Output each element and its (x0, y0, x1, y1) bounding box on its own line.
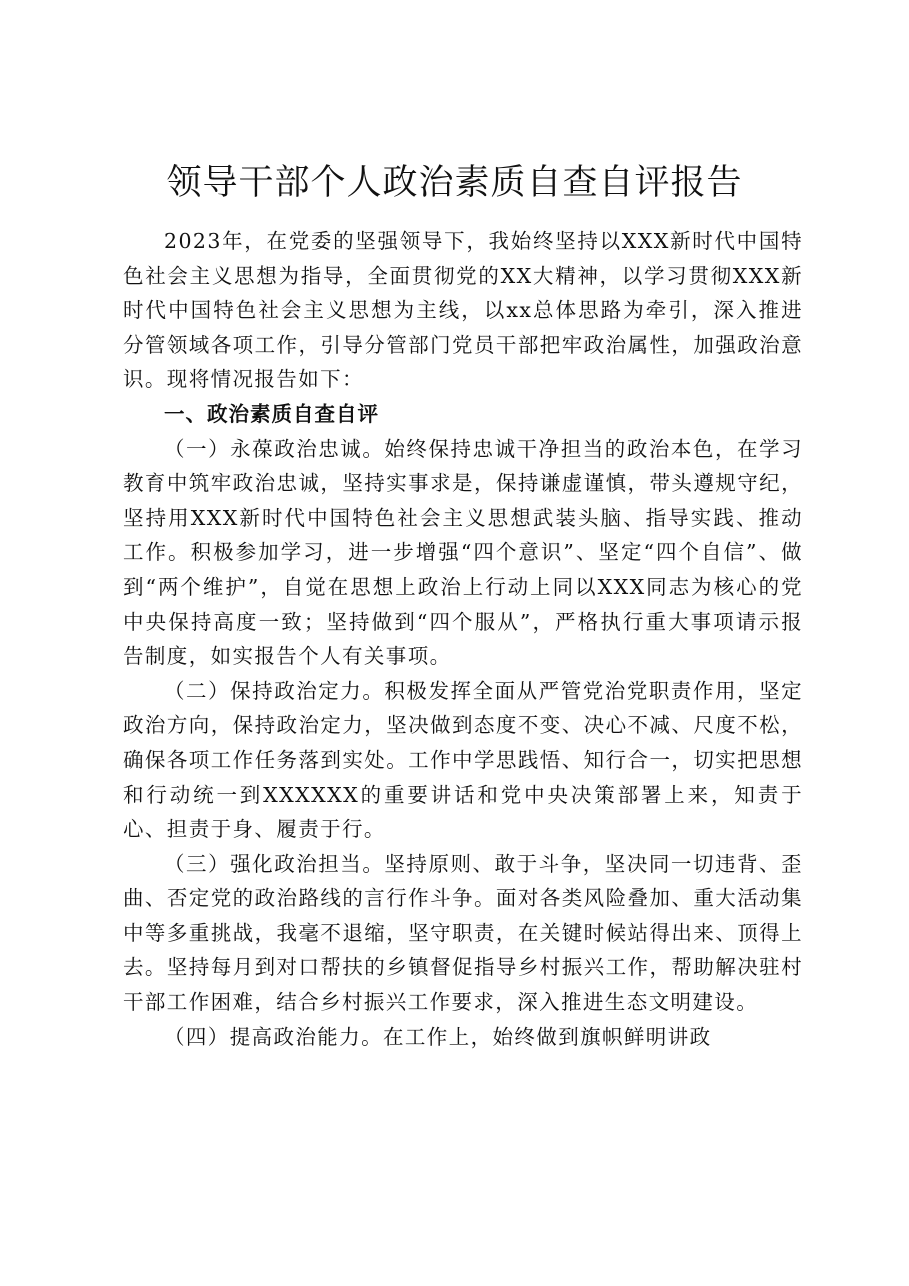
item-text-3: 坚持原则、敢于斗争，坚决同一切违背、歪曲、否定党的政治路线的言行作斗争。面对各类风险叠加、重大活动集中等多重挑战，我毫不退缩，坚守职责，在关键时候站得出来、顶得上去。坚持每月到对口帮扶的乡镇督促指导乡村振兴工作，帮助解决驻村干部工作困难，结合乡村振兴工作要求，深入推进生态文明建设。 (123, 851, 803, 1015)
item-lead-2: （二）保持政治定力。 (164, 678, 385, 703)
item-paragraph-1 (123, 432, 803, 674)
item-paragraph-3 (123, 847, 803, 1020)
document-title: 领导干部个人政治素质自查自评报告 (166, 163, 743, 203)
item-paragraph-2 (123, 674, 803, 847)
item-lead-3: （三）强化政治担当。 (164, 851, 385, 876)
item-text-1: 始终保持忠诚干净担当的政治本色，在学习教育中筑牢政治忠诚，坚持实事求是，保持谦虚谨慎，带头遵规守纪，坚持用XXX新时代中国特色社会主义思想武装头脑、指导实践、推动工作。积极参加学习，进一步增强“四个意识”、坚定“四个自信”、做到“两个维护”，自觉在思想上政治上行动上同以XXX同志为核心的党中央保持高度一致；坚持做到“四个服从”，严格执行重大事项请示报告制度，如实报告个人有关事项。 (123, 436, 803, 669)
document-body (123, 224, 803, 1054)
item-text-2: 积极发挥全面从严管党治党职责作用，坚定政治方向，保持政治定力，坚决做到态度不变、决心不减、尺度不松，确保各项工作任务落到实处。工作中学思践悟、知行合一，切实把思想和行动统一到XXXXXX的重要讲话和党中央决策部署上来，知责于心、担责于身、履责于行。 (123, 678, 803, 842)
item-lead-1: （一）永葆政治忠诚。 (164, 436, 385, 461)
item-lead-4: （四）提高政治能力。 (164, 1024, 383, 1049)
section-heading-1: 一、政治素质自查自评 (164, 401, 379, 426)
item-paragraph-4 (123, 1020, 803, 1055)
item-text-4: 在工作上，始终做到旗帜鲜明讲政 (383, 1024, 712, 1049)
intro-paragraph: 2023年，在党委的坚强领导下，我始终坚持以XXX新时代中国特色社会主义思想为指导，全面贯彻党的XX大精神，以学习贯彻XXX新时代中国特色社会主义思想为主线，以xx总体思路为牵引，深入推进分管领域各项工作，引导分管部门党员干部把牢政治属性，加强政治意识。现将情况报告如下： (123, 229, 803, 392)
